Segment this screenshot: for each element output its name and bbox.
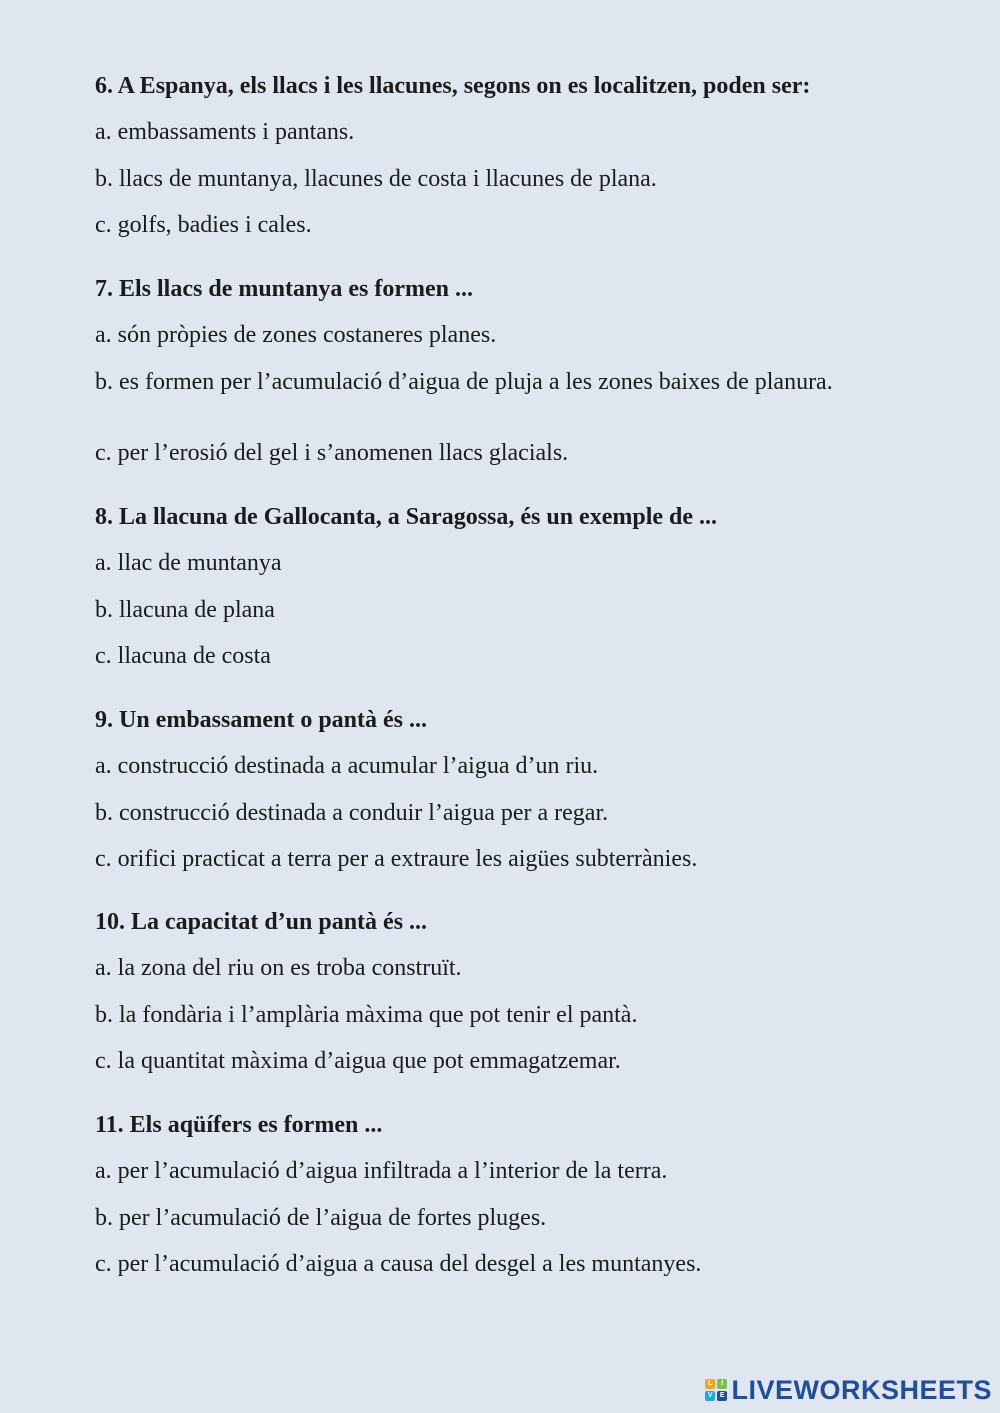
question-6-option-c[interactable]: c. golfs, badies i cales. — [95, 212, 312, 238]
question-block-8 — [95, 500, 895, 680]
question-9-option-a[interactable]: a. construcció destinada a acumular l’aigua d’un riu. — [95, 753, 599, 779]
question-block-10 — [95, 905, 895, 1085]
question-7-option-b[interactable]: b. es formen per l’acumulació d’aigua de pluja a les zones baixes de planura. — [95, 369, 833, 395]
question-8-option-c[interactable]: c. llacuna de costa — [95, 643, 271, 669]
question-block-11 — [95, 1108, 895, 1288]
liveworksheets-logo[interactable] — [705, 1375, 992, 1405]
question-7-option-c[interactable]: c. per l’erosió del gel i s’anomenen llacs glacials. — [95, 440, 569, 466]
question-11-option-b[interactable]: b. per l’acumulació de l’aigua de fortes pluges. — [95, 1205, 547, 1231]
question-block-6 — [95, 69, 895, 249]
logo-mark-tile-i: I — [717, 1379, 727, 1389]
question-11-text: 11. Els aqüífers es formen ... — [95, 1112, 383, 1138]
question-block-9 — [95, 703, 895, 883]
question-block-7 — [95, 272, 895, 472]
question-10-text: 10. La capacitat d’un pantà és ... — [95, 909, 428, 935]
question-8-option-a[interactable]: a. llac de muntanya — [95, 550, 282, 576]
logo-mark-tile-e: E — [717, 1391, 727, 1401]
question-10-option-c[interactable]: c. la quantitat màxima d’aigua que pot emmagatzemar. — [95, 1048, 621, 1074]
question-6-text: 6. A Espanya, els llacs i les llacunes, segons on es localitzen, poden ser: — [95, 73, 811, 99]
logo-mark-tile-v: V — [705, 1391, 715, 1401]
question-8-option-b[interactable]: b. llacuna de plana — [95, 597, 275, 623]
question-6-option-a[interactable]: a. embassaments i pantans. — [95, 119, 355, 145]
logo-mark-tile-l: L — [705, 1379, 715, 1389]
question-10-option-b[interactable]: b. la fondària i l’amplària màxima que pot tenir el pantà. — [95, 1002, 638, 1028]
question-11-option-a[interactable]: a. per l’acumulació d’aigua infiltrada a l’interior de la terra. — [95, 1158, 668, 1184]
question-7-option-a[interactable]: a. són pròpies de zones costaneres planes. — [95, 322, 497, 348]
question-9-option-c[interactable]: c. orifici practicat a terra per a extraure les aigües subterrànies. — [95, 846, 698, 872]
question-9-text: 9. Un embassament o pantà és ... — [95, 707, 428, 733]
liveworksheets-logo-text: LIVEWORKSHEETS — [731, 1374, 992, 1405]
question-7-text: 7. Els llacs de muntanya es formen ... — [95, 276, 473, 302]
question-9-option-b[interactable]: b. construcció destinada a conduir l’aigua per a regar. — [95, 800, 609, 826]
question-11-option-c[interactable]: c. per l’acumulació d’aigua a causa del desgel a les muntanyes. — [95, 1251, 702, 1277]
liveworksheets-logo-icon — [705, 1379, 727, 1401]
question-8-text: 8. La llacuna de Gallocanta, a Saragossa, és un exemple de ... — [95, 504, 718, 530]
question-10-option-a[interactable]: a. la zona del riu on es troba construït. — [95, 955, 462, 981]
question-6-option-b[interactable]: b. llacs de muntanya, llacunes de costa i llacunes de plana. — [95, 166, 657, 192]
